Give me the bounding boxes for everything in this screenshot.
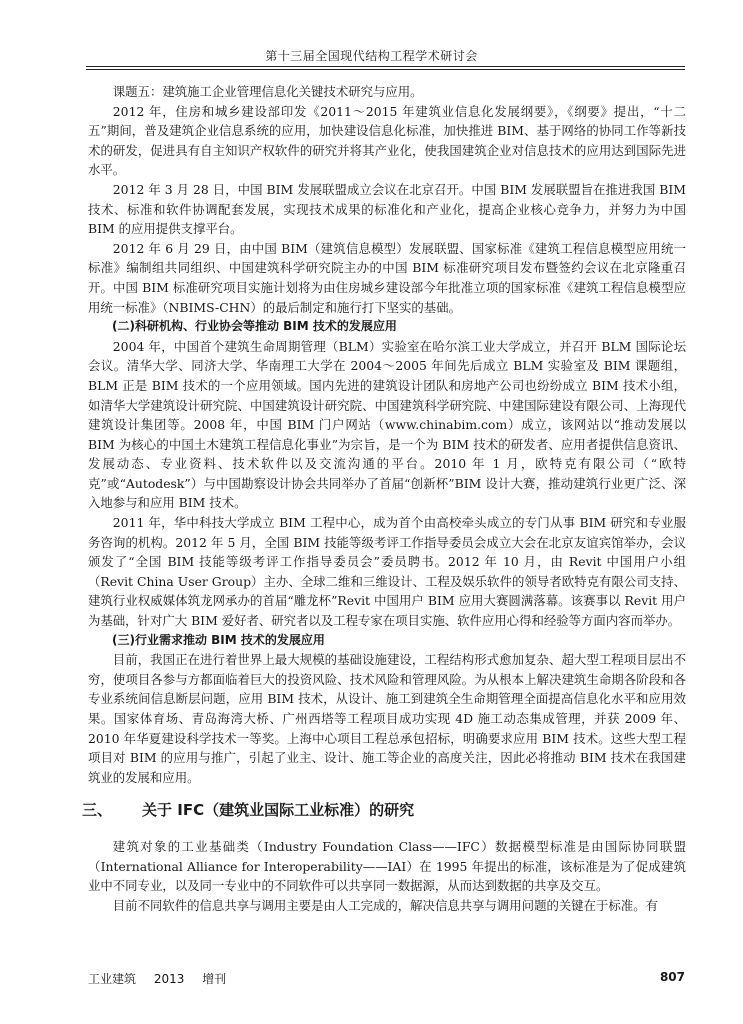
journal-name: 工业建筑 xyxy=(88,972,137,986)
footer-citation xyxy=(88,970,240,987)
paragraph: 目前，我国正在进行着世界上最大规模的基础设施建设，工程结构形式愈加复杂、超大型工程项目层出不穷，使项目各参与方都面临着巨大的投资风险、技术风险和管理风险。为从根本上解决建筑生命期各阶段和各专业系统间信息断层问题，应用 BIM 技术，从设计、施工到建筑全生命期管理全面提高信息化水平和应用效果。国家体育场、青岛海湾大桥、广州西塔等工程项目成功实现 4D 施工动态集成管理，并获 2009 年、2010 年华夏建设科学技术一等奖。上海中心项目工程总承包招标，明确要求应用 BIM 技术。这些大型工程项目对 BIM 的应用与推广，引起了业主、设计、施工等企业的高度关注，因此必将推动 BIM 技术在我国建筑业的发展和应用。 xyxy=(88,652,686,785)
subsection-heading: (三)行业需求推动 BIM 技术的发展应用 xyxy=(112,632,325,647)
journal-year: 2013 xyxy=(153,972,185,986)
page-footer xyxy=(88,970,685,987)
paragraph: 课题五：建筑施工企业管理信息化关键技术研究与应用。 xyxy=(112,84,423,99)
page-number: 807 xyxy=(659,970,685,984)
section-number: 三、 xyxy=(82,801,113,820)
section-heading xyxy=(82,801,686,821)
paragraph: 2011 年，华中科技大学成立 BIM 工程中心，成为首个由高校牵头成立的专门从事 BIM 研究和专业服务咨询的机构。2012 年 5 月，全国 BIM 技能等级考评工作指导委员会成立大会在北京友谊宾馆举办，会议颁发了“全国 BIM 技能等级考评工作指导委员会”委员聘书。2012 年 10 月，由 Revit 中国用户小组（Revit China User Group）主办、全球二维和三维设计、工程及娱乐软件的领导者欧特克有限公司支持、建筑行业权威媒体筑龙网承办的首届“雕龙杯”Revit 中国用户 BIM 应用大赛圆满落幕。该赛事以 Revit 用户为基础，针对广大 BIM 爱好者、研究者以及工程专家在项目实施、软件应用心得和经验等方面内容而举办。 xyxy=(88,515,686,629)
paragraph: 2012 年，住房和城乡建设部印发《2011～2015 年建筑业信息化发展纲要》，《纲要》提出，“十二五”期间，普及建筑企业信息系统的应用，加快建设信息化标准，加快推进 BIM、基于网络的协同工作等新技术的研发，促进具有自主知识产权软件的研究并将其产业化，使我国建筑企业对信息技术的应用达到国际先进水平。 xyxy=(88,103,686,178)
paragraph: 建筑对象的工业基础类（Industry Foundation Class——IFC）数据模型标准是由国际协同联盟（International Alliance for Interoperability——IAI）在 1995 年提出的标准，该标准是为了促成建筑业中不同专业，以及同一专业中的不同软件可以共享同一数据源，从而达到数据的共享及交互。 xyxy=(88,838,686,894)
paragraph: 2004 年，中国首个建筑生命周期管理（BLM）实验室在哈尔滨工业大学成立，并召开 BLM 国际论坛会议。清华大学、同济大学、华南理工大学在 2004～2005 年间先后成立 BLM 实验室及 BIM 课题组，BLM 正是 BIM 技术的一个应用领域。国内先进的建筑设计团队和房地产公司也纷纷成立 BIM 技术小组，如清华大学建筑设计研究院、中国建筑设计研究院、中国建筑科学研究院、中建国际建设有限公司、上海现代建筑设计集团等。2008 年，中国 BIM 门户网站（www.chinabim.com）成立，该网站以“推动发展以 BIM 为核心的中国土木建筑工程信息化事业”为宗旨，是一个为 BIM 技术的研发者、应用者提供信息资讯、发展动态、专业资料、技术软件以及交流沟通的平台。2010 年 1 月，欧特克有限公司（“欧特克”或“Autodesk”）与中国勘察设计协会共同举办了首届“创新杯”BIM 设计大赛，推动建筑行业更广泛、深入地参与和应用 BIM 技术。 xyxy=(88,338,686,511)
paragraph: 目前不同软件的信息共享与调用主要是由人工完成的，解决信息共享与调用问题的关键在于标准。有 xyxy=(112,897,658,913)
article-body xyxy=(82,82,686,915)
paragraph: 2012 年 6 月 29 日，由中国 BIM（建筑信息模型）发展联盟、国家标准《建筑工程信息模型应用统一标准》编制组共同组织、中国建筑科学研究院主办的中国 BIM 标准研究项目发布暨签约会议在北京隆重召开。中国 BIM 标准研究项目实施计划将为由住房城乡建设部今年批准立项的国家标准《建筑工程信息模型应用统一标准》（NBIMS-CHN）的最后制定和施行打下坚实的基础。 xyxy=(88,240,686,315)
running-header: 第十三届全国现代结构工程学术研讨会 xyxy=(265,49,478,63)
paragraph: 2012 年 3 月 28 日，中国 BIM 发展联盟成立会议在北京召开。中国 BIM 发展联盟旨在推进我国 BIM 技术、标准和软件协调配套发展，实现技术成果的标准化和产业化，提高企业核心竞争力，并努力为中国 BIM 的应用提供支撑平台。 xyxy=(88,181,686,237)
section-title: 关于 IFC（建筑业国际工业标准）的研究 xyxy=(142,801,415,820)
subsection-heading: (二)科研机构、行业协会等推动 BIM 技术的发展应用 xyxy=(112,319,397,334)
header-rule-thin xyxy=(86,69,685,70)
header-rule xyxy=(86,66,685,67)
journal-issue: 增刊 xyxy=(202,972,227,986)
